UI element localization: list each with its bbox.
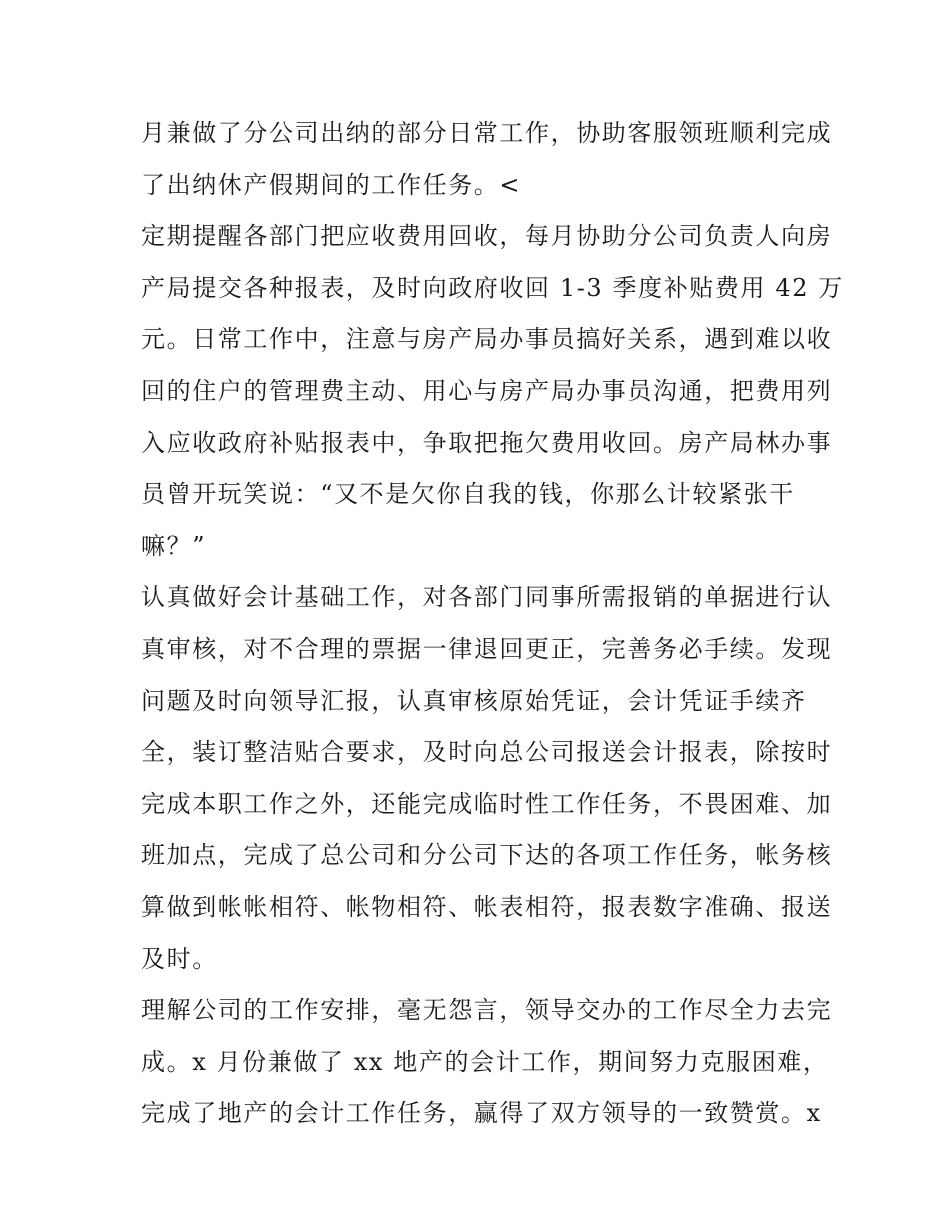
text-line: 月兼做了分公司出纳的部分日常工作，协助客服领班顺利完成 [141, 119, 833, 147]
text-line: 班加点，完成了总公司和分公司下达的各项工作任务，帐务核 [141, 841, 833, 870]
text-line: 成。x 月份兼做了 xx 地产的会计工作，期间努力克服困难， [141, 1047, 829, 1076]
text-line: 认真做好会计基础工作，对各部门同事所需报销的单据进行认 [141, 583, 833, 612]
text-line: 全，装订整洁贴合要求，及时向总公司报送会计报表，除按时 [141, 738, 833, 767]
text-line: 员曾开玩笑说：“又不是欠你自我的钱，你那么计较紧张干 [141, 480, 795, 509]
paragraph-cashier-duties [141, 108, 833, 211]
text-line: 算做到帐帐相符、帐物相符、帐表相符，报表数字准确、报送 [141, 892, 833, 921]
text-line: 入应收政府补贴报表中，争取把拖欠费用收回。房产局林办事 [141, 428, 833, 457]
paragraph-receivables [141, 211, 844, 572]
text-line: 定期提醒各部门把应收费用回收，每月协助分公司负责人向房 [141, 222, 833, 251]
text-line: 回的住户的管理费主动、用心与房产局办事员沟通，把费用列 [141, 376, 833, 405]
text-line: 理解公司的工作安排，毫无怨言，领导交办的工作尽全力去完 [141, 996, 833, 1025]
text-line: 完成本职工作之外，还能完成临时性工作任务，不畏困难、加 [141, 789, 833, 818]
text-line: 真审核，对不合理的票据一律退回更正，完善务必手续。发现 [141, 634, 833, 663]
document-page [141, 108, 844, 1140]
text-line: 了出纳休产假期间的工作任务。< [141, 170, 522, 199]
paragraph-accounting-basics [141, 572, 833, 985]
text-line: 元。日常工作中，注意与房产局办事员搞好关系，遇到难以收 [141, 325, 833, 354]
text-line: 完成了地产的会计工作任务，赢得了双方领导的一致赞赏。x [141, 1099, 822, 1128]
paragraph-work-arrangement [141, 985, 833, 1140]
text-line: 问题及时向领导汇报，认真审核原始凭证，会计凭证手续齐 [141, 686, 807, 715]
text-line: 嘛？” [141, 531, 207, 560]
text-line: 产局提交各种报表，及时向政府收回 1-3 季度补贴费用 42 万 [141, 273, 844, 302]
text-line: 及时。 [141, 944, 218, 973]
